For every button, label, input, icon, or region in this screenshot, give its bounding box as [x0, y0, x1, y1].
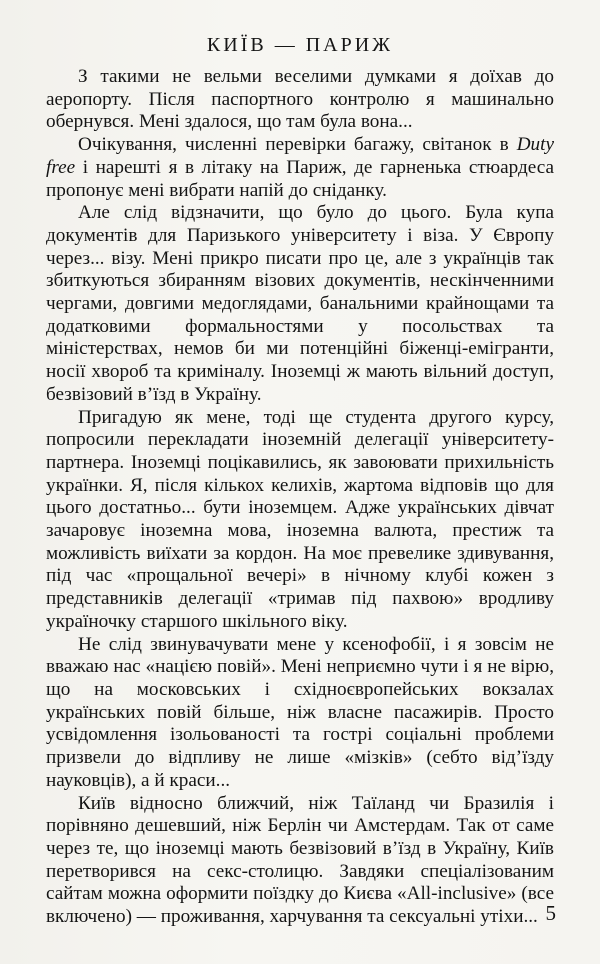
- text-run: Київ відносно ближчий, ніж Таїланд чи Бразилія і порівняно дешевший, ніж Берлін чи Амстердам. Так от саме через те, що іноземці мають безвізовий в’їзд в Україну, Київ перетворився на секс-столицю. Завдяки спеціалізованим сайтам можна оформити поїздку до Києва «All-inclusive» (все включено) — проживання, харчування та сексуальні утіхи...: [46, 792, 554, 928]
- body-text: [46, 66, 554, 929]
- italic-phrase: Duty free: [46, 134, 554, 178]
- text-run: і нарешті я в літаку на Париж, де гарненька стюардеса пропонує мені вибрати напій до сніданку.: [46, 156, 554, 201]
- paragraph: [46, 134, 554, 202]
- paragraph: [46, 407, 554, 634]
- text-run: Але слід відзначити, що було до цього. Була купа документів для Паризького університету і віза. У Європу через... візу. Мені прикро писати про це, але з українців так збиткуються збиранням візових документів, нескінченними чергами, довгими медоглядами, банальними крайнощами та додатковими формальностями у посольствах та міністерствах, немов би ми потенційні біженці-емігранти, носії хвороб та криміналу. Іноземці ж мають вільний доступ, безвізовий в’їзд в Україну.: [46, 202, 554, 405]
- text-run: З такими не вельми веселими думками я доїхав до аеропорту. Після паспортного контролю я машинально обернувся. Мені здалося, що там була вона...: [46, 66, 554, 133]
- page-number: 5: [545, 901, 556, 925]
- paragraph: [46, 202, 554, 406]
- paragraph: [46, 66, 554, 134]
- text-run: Очікування, численні перевірки багажу, світанок в: [78, 134, 517, 156]
- paragraph: [46, 793, 554, 929]
- text-run: Пригадую як мене, тоді ще студента другого курсу, попросили перекладати іноземній делегації університету-партнера. Іноземці поцікавились, як завоювати прихильність українки. Я, після кількох келихів, жартома відповів що для цього достатньо... бути іноземцем. Адже українських дівчат зачаровує іноземна мова, іноземна валюта, престиж та можливість виїхати за кордон. На моє превелике здивування, під час «прощальної вечері» в нічному клубі кожен з представників делегації «тримав під пахвою» вродливу україночку старшого шкільного віку.: [46, 406, 554, 632]
- text-run: Не слід звинувачувати мене у ксенофобії, і я зовсім не вважаю нас «нацією повій». Мені неприємно чути і я не вірю, що на московських і східноєвропейських вокзалах українських повій більше, ніж власне пасажирів. Просто усвідомлення ізольованості та гострі соціальні проблеми призвели до відпливу не лише «мізків» (себто від’їзду науковців), а й краси...: [46, 633, 554, 791]
- running-header: КИЇВ — ПАРИЖ: [206, 34, 394, 56]
- paragraph: [46, 634, 554, 793]
